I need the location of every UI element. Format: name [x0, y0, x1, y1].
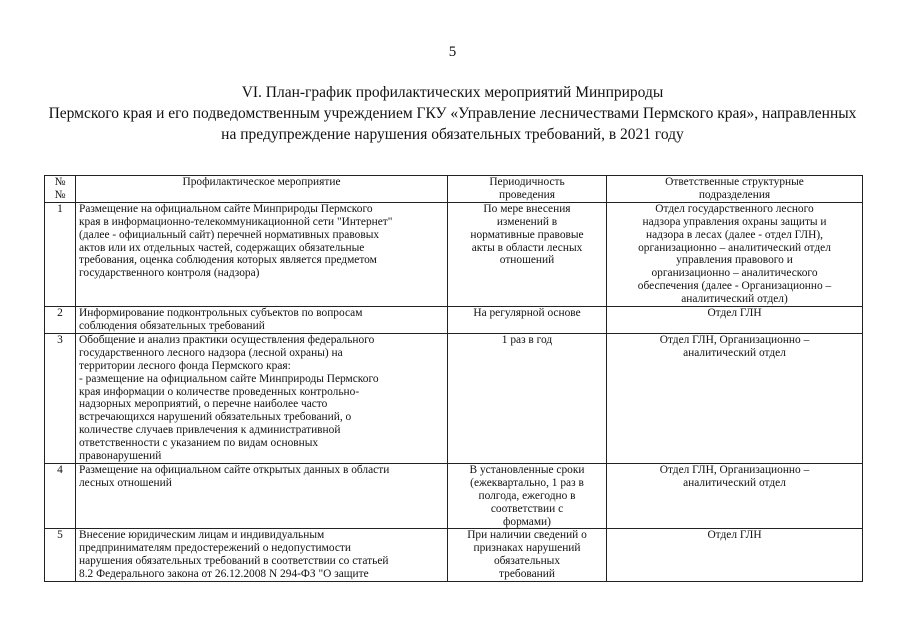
- row-period-line: изменений в: [496, 215, 558, 228]
- row-event-line: нарушения обязательных требований в соответствии со статьей: [79, 555, 389, 568]
- row-responsible: [607, 307, 863, 334]
- row-responsible-line: Отдел государственного лесного: [655, 202, 814, 215]
- row-event-line: актов или их отдельных частей, содержащих обязательные: [79, 241, 365, 254]
- row-responsible-line: управления правового и: [676, 254, 793, 267]
- row-responsible-line: Отдел ГЛН: [707, 307, 762, 320]
- row-event-line: - размещение на официальном сайте Минприроды Пермского: [79, 372, 379, 385]
- heading-line-1: VI. План-график профилактических мероприятий Минприроды: [241, 84, 664, 101]
- row-responsible-line: аналитический отдел: [683, 346, 786, 359]
- row-event-line: (далее - официальный сайт) перечней нормативных правовых: [79, 228, 380, 241]
- row-event-line: края в информационно-телекоммуникационной сети "Интернет": [79, 215, 393, 228]
- plan-table-body: [45, 202, 863, 581]
- row-period-line: соответствии с: [490, 502, 564, 515]
- row-responsible-line: обеспечения (далее - Организационно –: [637, 280, 832, 293]
- row-event-line: Обобщение и анализ практики осуществления федерального: [79, 333, 375, 346]
- header-responsible-line: Ответственные структурные: [665, 176, 804, 188]
- page-number: 5: [448, 44, 457, 60]
- header-number: [45, 176, 76, 203]
- header-period-line: проведения: [499, 188, 555, 201]
- row-period: [448, 529, 607, 582]
- row-period-line: В установленные сроки: [469, 463, 585, 476]
- row-responsible-line: надзора в лесах (далее - отдел ГЛН),: [646, 228, 823, 241]
- row-event: [76, 463, 448, 529]
- plan-table: [44, 175, 863, 582]
- row-period-line: На регулярной основе: [473, 307, 581, 320]
- row-number: 4: [45, 463, 76, 529]
- row-number: 5: [45, 529, 76, 582]
- row-number: 2: [45, 307, 76, 334]
- header-period-line: Периодичность: [489, 176, 565, 188]
- row-event-line: встречающихся нарушений обязательных требований, о: [79, 411, 352, 424]
- row-period-line: (ежеквартально, 1 раз в: [470, 476, 584, 489]
- header-number-line: №: [54, 176, 66, 188]
- row-responsible-line: организационно – аналитического: [651, 267, 818, 280]
- table-row: [45, 333, 863, 463]
- row-event-line: государственного лесного надзора (лесной охраны) на: [79, 346, 343, 359]
- row-period-line: требований: [499, 568, 555, 581]
- header-responsible: [607, 176, 863, 203]
- row-period-line: признаках нарушений: [473, 542, 581, 555]
- row-responsible: [607, 529, 863, 582]
- row-event: [76, 333, 448, 463]
- row-period-line: При наличии сведений о: [467, 529, 587, 542]
- row-event-line: территории лесного фонда Пермского края:: [79, 359, 291, 372]
- row-event-line: требования, оценка соблюдения которых является предметом: [79, 254, 377, 267]
- row-event: [76, 307, 448, 334]
- row-period-line: формами): [503, 515, 551, 528]
- row-responsible-line: аналитический отдел: [683, 476, 786, 489]
- row-responsible-line: Отдел ГЛН, Организационно –: [659, 463, 810, 476]
- row-period-line: 1 раз в год: [501, 333, 553, 346]
- row-event: [76, 529, 448, 582]
- header-responsible-line: подразделения: [698, 188, 771, 201]
- row-responsible: [607, 463, 863, 529]
- heading-line-2: Пермского края и его подведомственным учреждением ГКУ «Управление лесничествами Пермского края», направленных: [48, 105, 857, 122]
- table-row: [45, 307, 863, 334]
- row-event-line: предпринимателям предостережений о недопустимости: [79, 542, 351, 555]
- row-period: [448, 333, 607, 463]
- header-period: [448, 176, 607, 203]
- row-number: 1: [45, 202, 76, 306]
- row-event-line: лесных отношений: [79, 476, 172, 489]
- table-header-row: [45, 176, 863, 203]
- row-event-line: 8.2 Федерального закона от 26.12.2008 N 294-ФЗ "О защите: [79, 568, 369, 581]
- row-event-line: правонарушений: [79, 450, 162, 463]
- row-event-line: Размещение на официальном сайте Минприроды Пермского: [79, 202, 373, 215]
- row-event-line: ответственности с указанием по видам основных: [79, 437, 319, 450]
- row-responsible-line: организационно – аналитический отдел: [638, 241, 831, 254]
- row-period-line: По мере внесения: [483, 202, 571, 215]
- row-period: [448, 463, 607, 529]
- row-responsible: [607, 202, 863, 306]
- row-event-line: Размещение на официальном сайте открытых данных в области: [79, 463, 390, 476]
- row-event-line: Информирование подконтрольных субъектов по вопросам: [79, 307, 363, 320]
- table-row: [45, 463, 863, 529]
- row-event-line: количестве случаев привлечения к административной: [79, 424, 341, 437]
- row-responsible: [607, 333, 863, 463]
- table-row: [45, 202, 863, 306]
- heading-line-3: на предупреждение нарушения обязательных требований, в 2021 году: [221, 126, 684, 143]
- header-event: [76, 176, 448, 203]
- header-number-line: №: [54, 188, 66, 201]
- row-event-line: Внесение юридическим лицам и индивидуальным: [79, 529, 325, 542]
- row-period-line: обязательных: [493, 555, 561, 568]
- row-event: [76, 202, 448, 306]
- row-responsible-line: надзора управления охраны защиты и: [642, 215, 827, 228]
- row-period-line: акты в области лесных: [471, 241, 583, 254]
- row-period-line: нормативные правовые: [470, 228, 584, 241]
- header-event-line: Профилактическое мероприятие: [182, 176, 341, 188]
- row-number: 3: [45, 333, 76, 463]
- row-event-line: края информации о количестве проведенных контрольно-: [79, 385, 360, 398]
- row-responsible-line: Отдел ГЛН, Организационно –: [659, 333, 810, 346]
- row-event-line: надзорных мероприятий, о перечне наиболее часто: [79, 398, 328, 411]
- row-event-line: государственного контроля (надзора): [79, 267, 260, 280]
- row-period: [448, 202, 607, 306]
- table-row: [45, 529, 863, 582]
- row-responsible-line: аналитический отдел): [681, 293, 788, 306]
- row-period-line: полгода, ежегодно в: [478, 489, 576, 502]
- section-heading: [30, 82, 875, 145]
- row-period: [448, 307, 607, 334]
- row-period-line: отношений: [499, 254, 555, 267]
- row-responsible-line: Отдел ГЛН: [707, 529, 762, 542]
- row-event-line: соблюдения обязательных требований: [79, 319, 265, 332]
